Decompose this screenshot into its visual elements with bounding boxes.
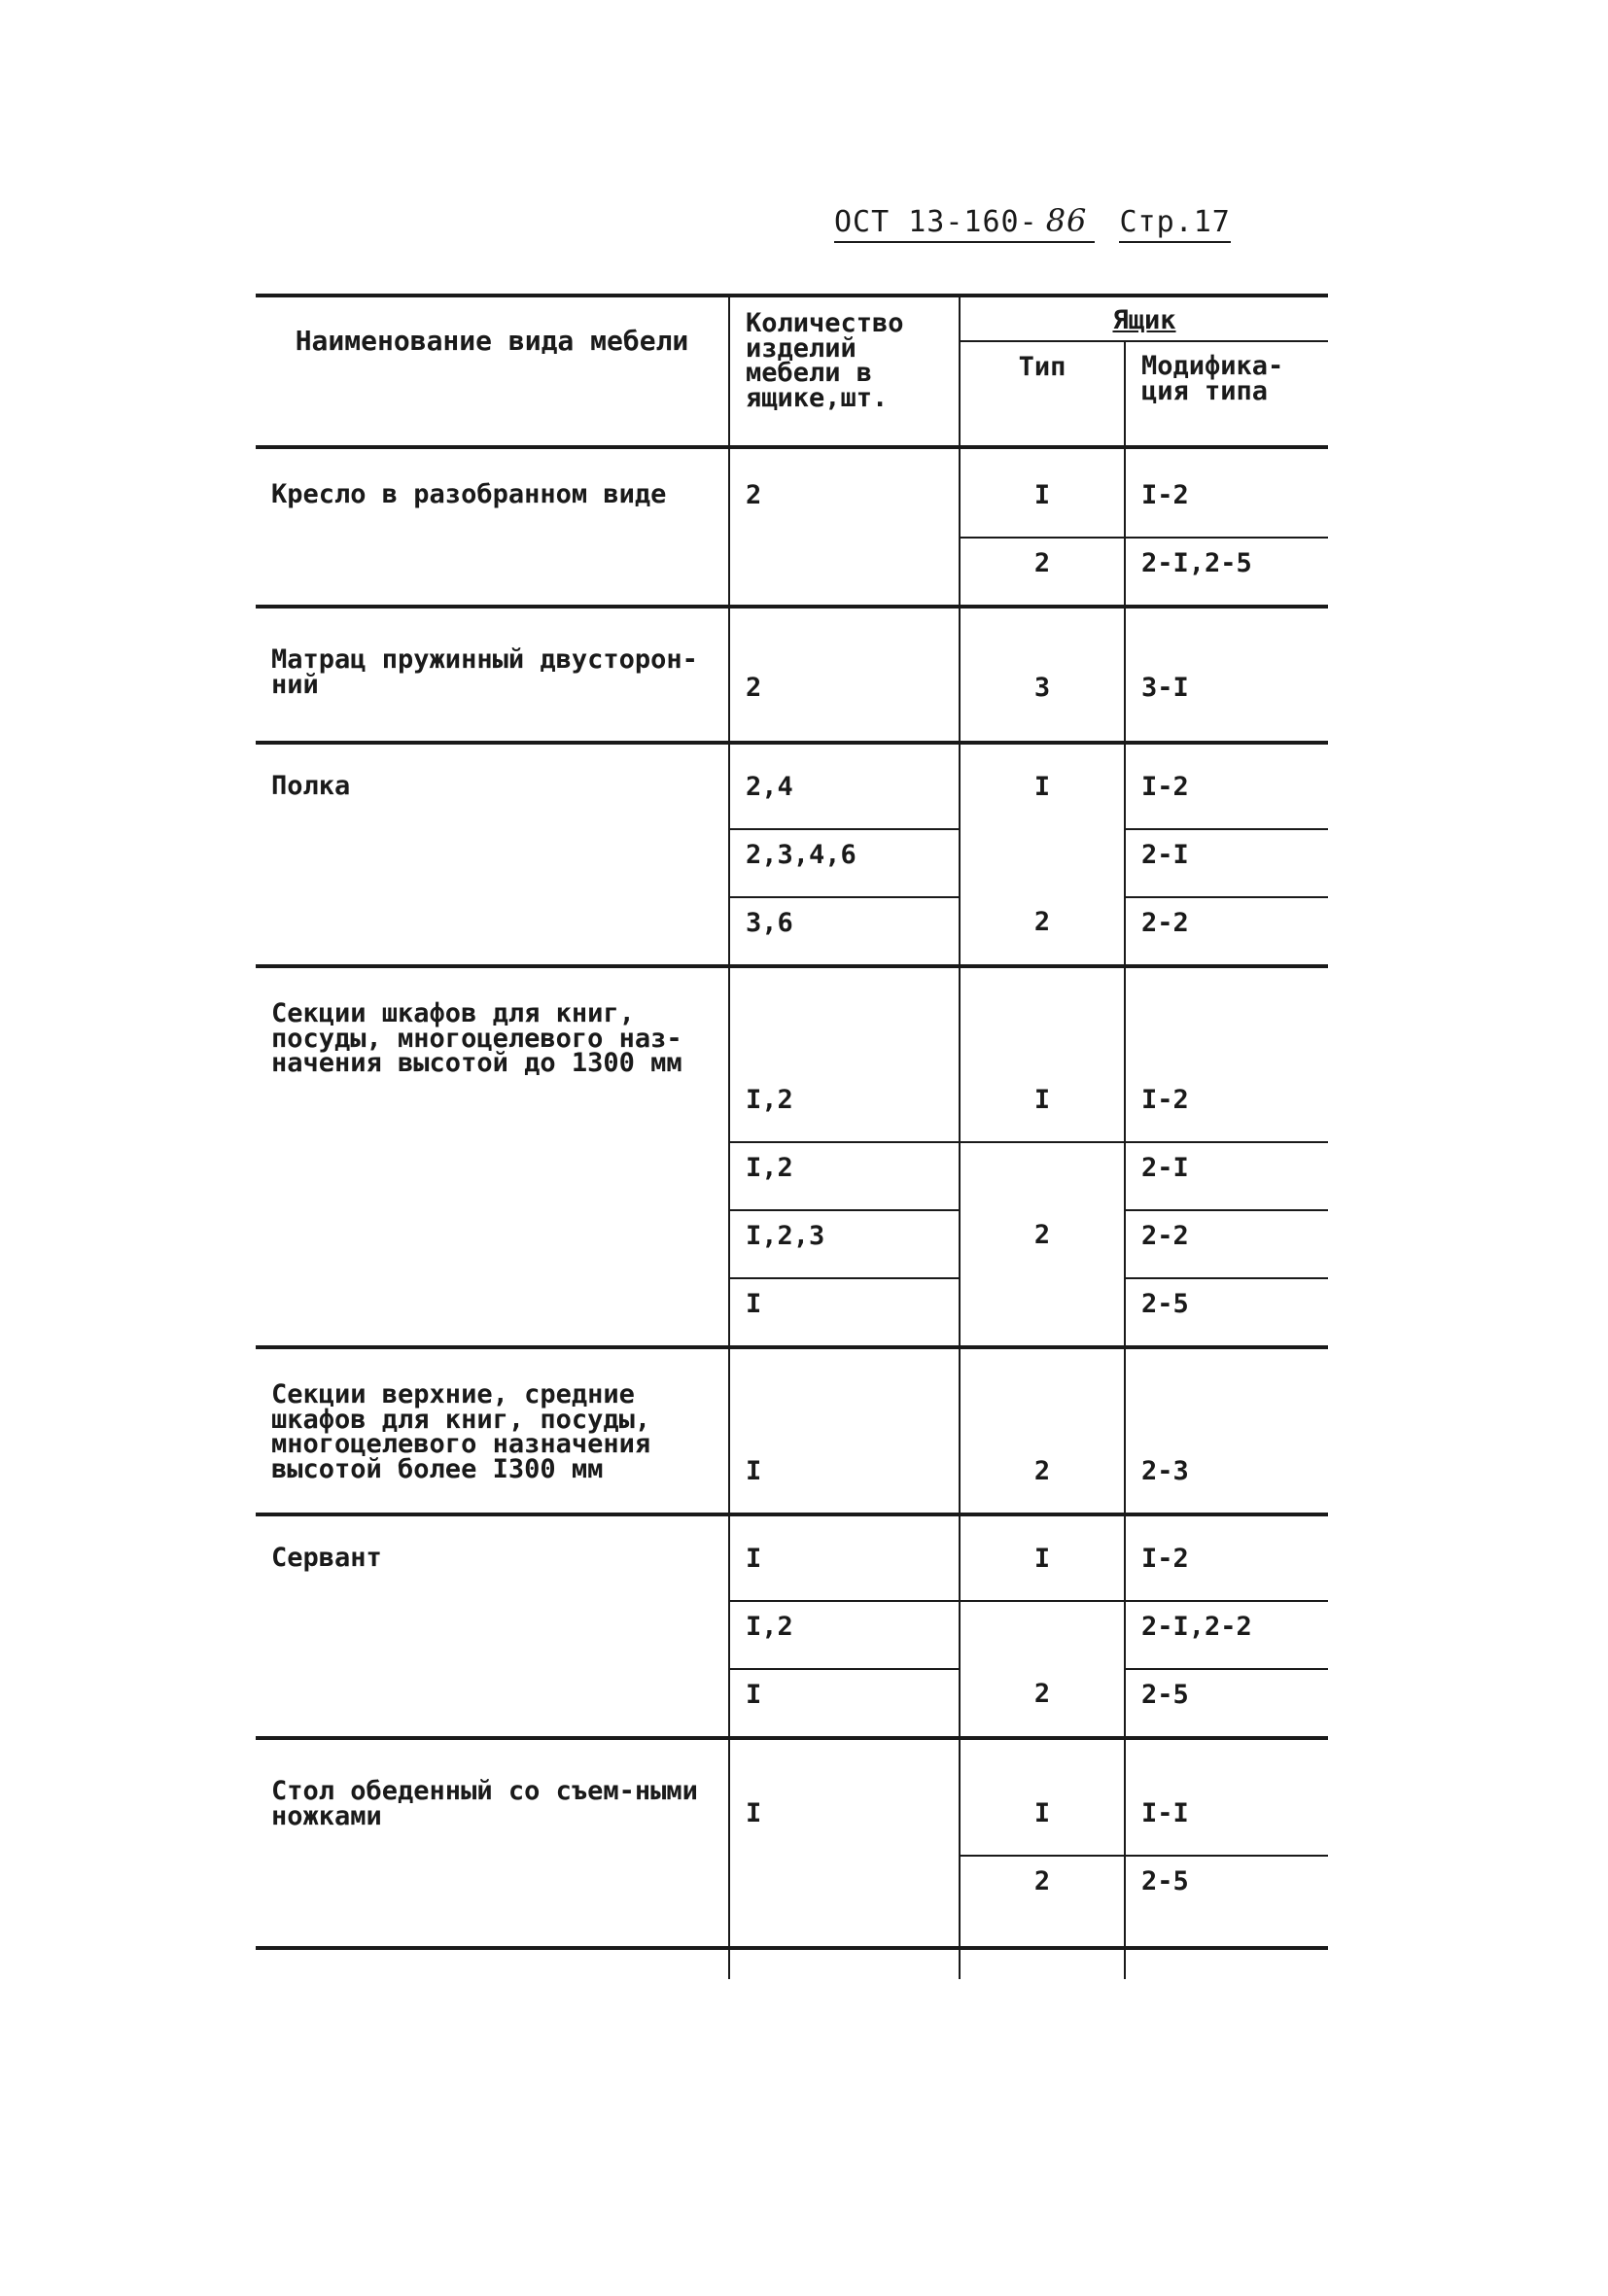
furniture-name: Сервант [256,1514,729,1738]
furniture-name: Секции верхние, средние шкафов для книг, посуды, многоцелевого назначения высотой более I300 мм [256,1347,729,1514]
header-box: Ящик [960,296,1328,341]
furniture-name: Кресло в разобранном виде [256,470,729,607]
furniture-name: Стол обеденный со съем-ными ножками [256,1738,729,1948]
type-cell: I [960,1514,1125,1601]
modification-cell: I-I [1125,1738,1328,1856]
table-row [256,966,1328,1142]
furniture-name: Полка [256,743,729,966]
table-row [256,607,1328,743]
modification-cell: 2-I [1125,829,1328,897]
furniture-packing-table [256,294,1328,1979]
quantity-cell: 2,4 [729,743,960,829]
page-number: Стр.17 [1119,205,1230,243]
header-name: Наименование вида мебели [256,296,729,447]
table-row [256,1514,1328,1601]
modification-cell: 2-2 [1125,897,1328,966]
quantity-cell: I,2,3 [729,1210,960,1278]
modification-cell: 2-5 [1125,1278,1328,1347]
modification-cell: 2-3 [1125,1347,1328,1514]
quantity-cell: I [729,1347,960,1514]
type-cell: I [960,470,1125,538]
modification-cell: 3-I [1125,607,1328,743]
type-cell: I [960,1738,1125,1856]
type-cell: 2 [960,538,1125,607]
header-type: Тип [960,341,1125,447]
furniture-name: Матрац пружинный двусторон-ний [256,607,729,743]
header-quantity: Количество изделий мебели в ящике,шт. [729,296,960,447]
document-code: ОСТ 13-160- 86 [834,205,1095,243]
modification-cell: I-2 [1125,1514,1328,1601]
quantity-cell: 2 [729,607,960,743]
quantity-cell: I [729,1738,960,1948]
table-row [256,470,1328,538]
header-modification: Модифика-ция типа [1125,341,1328,447]
quantity-cell: 2,3,4,6 [729,829,960,897]
type-cell: 2 [960,1856,1125,1948]
type-cell: 2 [960,897,1125,966]
type-cell: I [960,743,1125,829]
furniture-name: Секции шкафов для книг, посуды, многоцелевого наз-начения высотой до 1300 мм [256,966,729,1347]
type-cell [960,829,1125,897]
modification-cell: 2-I,2-2 [1125,1601,1328,1669]
type-cell: I [960,966,1125,1142]
table-row [256,743,1328,829]
type-cell [960,1278,1125,1347]
type-cell [960,1601,1125,1669]
type-cell: 2 [960,1669,1125,1738]
table-row [256,1347,1328,1514]
type-cell: 2 [960,1210,1125,1278]
quantity-cell: I [729,1514,960,1601]
quantity-cell: I,2 [729,966,960,1142]
modification-cell: I-2 [1125,470,1328,538]
modification-cell: 2-2 [1125,1210,1328,1278]
quantity-cell: I,2 [729,1142,960,1210]
modification-cell: 2-I,2-5 [1125,538,1328,607]
table-row [256,1738,1328,1856]
modification-cell: I-2 [1125,966,1328,1142]
page-header [834,202,1231,239]
quantity-cell: 2 [729,470,960,607]
modification-cell: 2-I [1125,1142,1328,1210]
modification-cell: I-2 [1125,743,1328,829]
table-body [256,447,1328,1979]
modification-cell: 2-5 [1125,1669,1328,1738]
quantity-cell: I [729,1278,960,1347]
type-cell: 3 [960,607,1125,743]
document-year: 86 [1045,202,1088,239]
quantity-cell: 3,6 [729,897,960,966]
quantity-cell: I [729,1669,960,1738]
type-cell [960,1142,1125,1210]
quantity-cell: I,2 [729,1601,960,1669]
type-cell: 2 [960,1347,1125,1514]
modification-cell: 2-5 [1125,1856,1328,1948]
